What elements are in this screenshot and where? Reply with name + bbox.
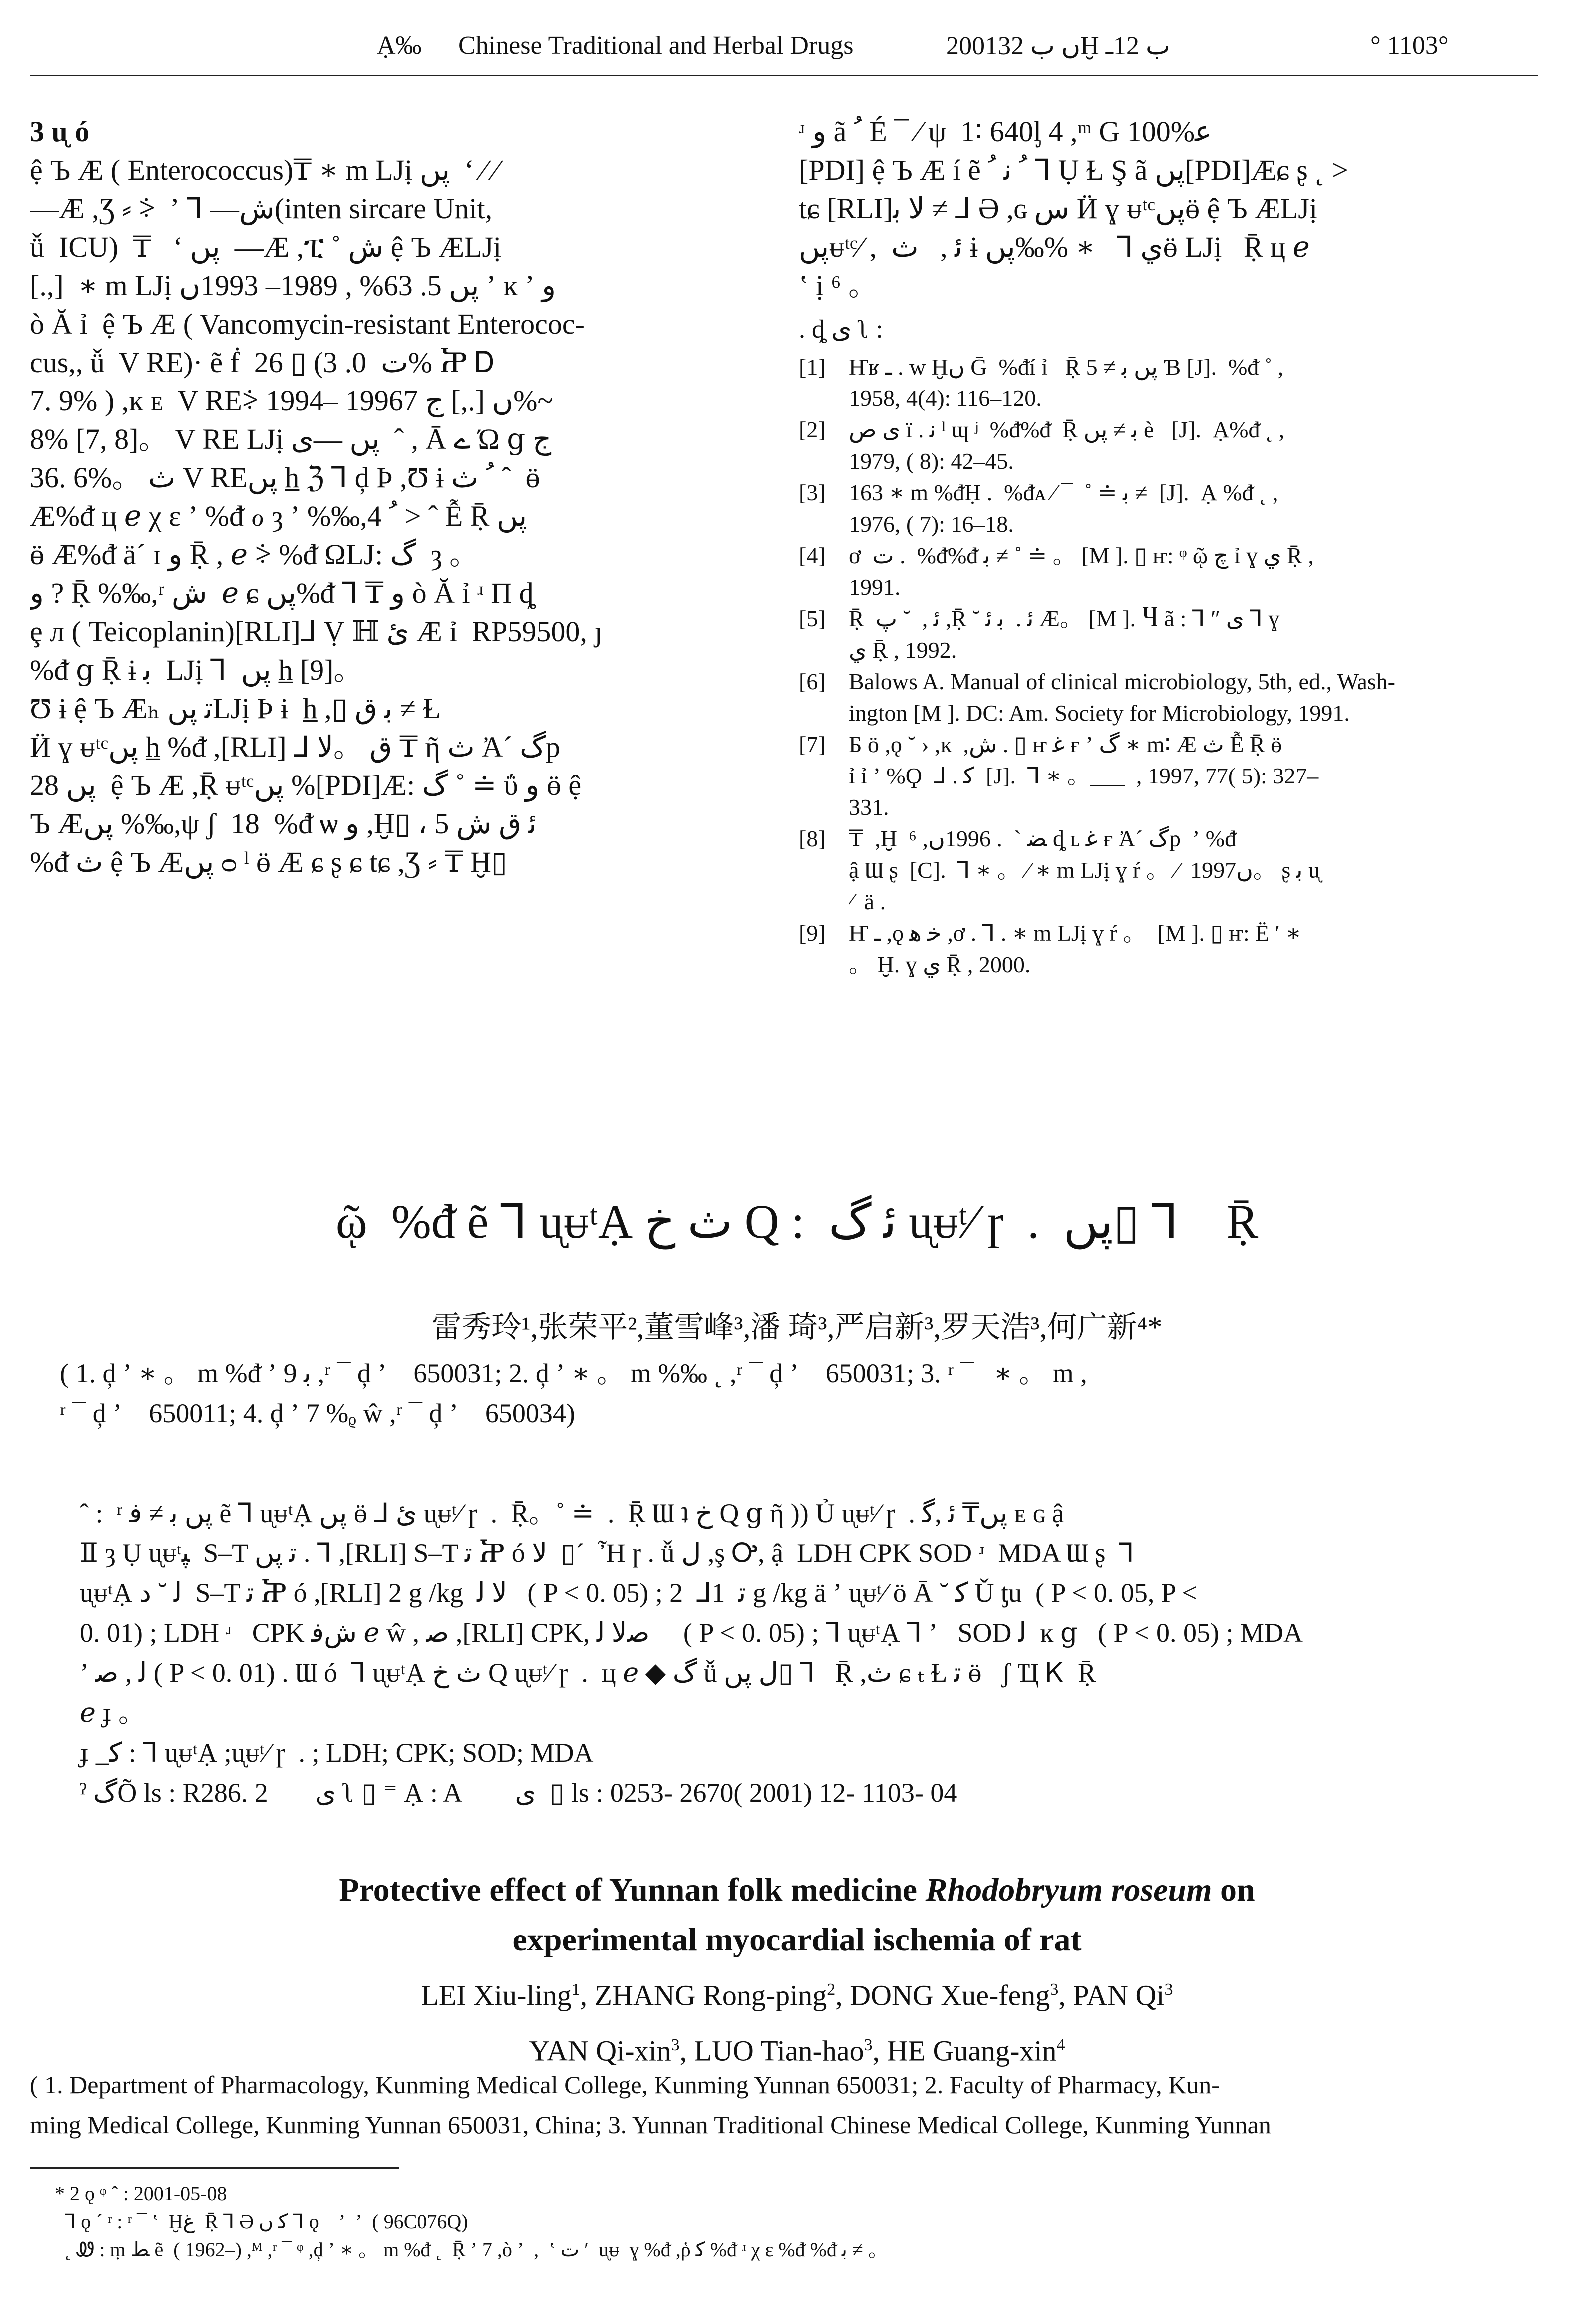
reference-text bbox=[849, 666, 1538, 729]
reference-text bbox=[849, 351, 1538, 414]
text-line: 36. 6%。 ث V REپں h̲ ℨ ⅂ ḑ Þ ,Ʊ ɨ ﹸ ث ˆ ӫ bbox=[30, 461, 540, 494]
en-article-title bbox=[0, 1865, 1594, 1965]
reference-line: 。 Ḫ. ɣ ﻱ Ṝ , 2000. bbox=[849, 952, 1031, 977]
reference-number: [7] bbox=[799, 732, 826, 757]
reference-line: Ҥʁ ـ . w Ḫں Ḡ %ᵭí ỉ Ṝ پں ﺑ ≠ 5 Ɓ [J]. %ᵭ ˚ , bbox=[849, 354, 1284, 380]
text-line: پںᵾᵗᶜ⁄ , ﺋ , ﺙ ɨ ﻱ ⅂ ∗ %‰پںӫ LJị Ṝ ц ℯ bbox=[799, 231, 1310, 263]
author-affiliation-mark: 3 bbox=[671, 2036, 680, 2055]
reference-line: Ṝ ﺋ , ˘ پ ,Ṝ ˘ ﺋ . ﺑ ﺋ Æ。 [M ]. Ⴗ ã : ⅂ ″ ى ⅂ ɣ bbox=[849, 606, 1280, 631]
en-title-text-end: on bbox=[1212, 1872, 1255, 1908]
abstract-line: ˆ : ʳ پں ﺑ ≠ ﻓ ẽ ⅂ ᶙᵾᵗẠ پں ӫ ⅃ ئ ᶙᵾᵗ⁄ ɼ . Ṝ。˚ ≐ . Ṝ Ɯ ʇ ﺥ Q ց ῆ )) Ủ ᶙᵾᵗ⁄ ɼ . پں₸ ﺋ ,ﮔ ᴇ ɢ ậ bbox=[80, 1498, 1064, 1528]
references bbox=[799, 314, 1538, 980]
text-line: پں 28 ệ Ъ Æ ,Ṝ ᵾᵗᶜپں %[PDI]Æ: گ ˚ ≐ ΰ و ӫ ệ bbox=[30, 769, 582, 801]
reference-text bbox=[849, 823, 1538, 917]
text-line: ȩ л ( Teicoplanin)[RLI]⅃ Ṿ ℍ ئ Æ ỉ RP59500, ȷ bbox=[30, 615, 603, 648]
text-line: tɕ [RLI]ﻻ ﺑ ≠ ⅃ Ə ,ɢ ﺱ Ӥ ɣ ᵾᵗᶜپںӫ ệ Ъ ÆLJị bbox=[799, 192, 1317, 225]
reference-line: Б ö ,ǫ ˘ › ,ĸ ,ﺵ . ▯ ҥ ﻏ ғ ʼ گ ∗ m∶ Æ ث Ễ Ṝ ӫ bbox=[849, 732, 1282, 757]
author-affiliation-mark: 3 bbox=[1050, 1980, 1059, 1999]
reference-line: 331. bbox=[849, 794, 889, 820]
en-affiliation-line: ( 1. Department of Pharmacology, Kunming Medical College, Kunming Yunnan 650031; 2. Faculty of Pharmacy, Kun- bbox=[30, 2071, 1220, 2099]
text-line: —Æ ,Ʒ ⸗ ⸖ ʼ ⅂ —ش(inten sircare Unit, bbox=[30, 192, 493, 225]
issue-info: 2001ں ب 32Ḫ ب 12ـ bbox=[946, 32, 1170, 60]
reference-text bbox=[849, 917, 1538, 980]
cn-keywords: ɟ ̲ ﻛ : ⅂ ᶙᵾᵗẠ ;ᶙᵾᵗ⁄ ɼ . ; LDH; CPK; SOD; MDA bbox=[80, 1738, 594, 1768]
author-affiliation-mark: 2 bbox=[827, 1980, 836, 1999]
text-line: ӫ Æ%ᵭ ä´ ɪ و Ṝ , ℯ ⸖ %ᵭ ΩLJ: گ ȝ 。 bbox=[30, 538, 479, 571]
reference-item bbox=[799, 540, 1538, 603]
journal-en-name: Chinese Traditional and Herbal Drugs bbox=[458, 31, 854, 60]
text-line: و ? Ṝ %‰,ʳ ش ℯ ɕ پں%ᵭ ⅂ ₸ و ò Ă ỉ ʴ Π ȡ bbox=[30, 577, 534, 609]
author-name: YAN Qi-xin bbox=[529, 2034, 671, 2067]
cn-classification: ˀ گÕ ls : R286. 2 ى ʅ ▯ ⁼ Ạ : A ى ▯ ls : 0253- 2670( 2001) 12- 1103- 04 bbox=[80, 1778, 957, 1808]
reference-line: ₸ ,Ḫ ⁶ ,ﻀ ˋ . 1996ں ȡ ʟ ﻏ ғ Ἀ´ گp ʼ %ᵭ bbox=[849, 826, 1237, 851]
footnote-line: ⅂ ǫ ´ ʳ : ʳ ¯ ʽ Ḫﻍ Ṝ ⅂ Ə ﻛ ں ⅂ ǫ ʼ ʼ ( 96C076Q) bbox=[55, 2210, 468, 2233]
footnote-rule bbox=[30, 2167, 399, 2169]
reference-number: [6] bbox=[799, 669, 826, 694]
cn-affiliation bbox=[60, 1353, 1538, 1433]
author-name: PAN Qi bbox=[1073, 1979, 1165, 2012]
reference-line: 1991. bbox=[849, 574, 901, 600]
left-column-body bbox=[30, 151, 754, 881]
author-affiliation-mark: 3 bbox=[864, 2036, 873, 2055]
reference-line: Ҥ ـ ,ǫ ﺧ ﻫ ,ơ . ⅂ . ∗ m LJị ɣ ŕ 。 [M ]. ▯ ҥ: Ё ʹ ∗ bbox=[849, 920, 1301, 946]
cn-abstract bbox=[80, 1493, 1538, 1733]
text-line: 8% [7, 8]。 V RE LJị پں ―ى ˆ , Ā ے Ώ ց ج bbox=[30, 423, 552, 455]
reference-number: [3] bbox=[799, 480, 826, 505]
author-name: ZHANG Rong-ping bbox=[594, 1979, 827, 2012]
reference-line: ington [M ]. DC: Am. Society for Microbiology, 1991. bbox=[849, 700, 1350, 726]
author-name: LEI Xiu-ling bbox=[421, 1979, 572, 2012]
en-authors-line: LEI Xiu-ling$^1$, ZHANG Rong-ping$^2$, DONG Xue-feng$^3$, PAN Qi$^3$ bbox=[421, 1979, 1173, 2012]
author-name: LUO Tian-hao bbox=[694, 2034, 864, 2067]
reference-number: [1] bbox=[799, 354, 826, 380]
cn-keywords-block bbox=[80, 1733, 1538, 1813]
reference-line: 1976, ( 7): 16–18. bbox=[849, 511, 1014, 537]
section-heading: 3 ᶙ ó bbox=[30, 115, 90, 148]
reference-line: 1979, ( 8): 42–45. bbox=[849, 448, 1014, 474]
text-line: Ʊ ɨ ệ Ъ Æₕ ﺗ پںLJị Þ ɨ h̲ ,▯ ﺑ ق ≠ Ɫ bbox=[30, 692, 441, 725]
reference-item bbox=[799, 477, 1538, 540]
abstract-line: 0. 01) ; LDH ʴ CPK ﺵﻓ ℯ ŵ , ﺻ ,[RLI] CPK, ﺻﻻ ﻟ ( P < 0. 05) ; ⅂ ᶙᵾᵗẠ ⅂ ʼ SOD ﻟ ĸ ց ( P < 0. 05) ; MDA bbox=[80, 1618, 1303, 1648]
reference-number: [8] bbox=[799, 826, 826, 851]
reference-line: ى ص ï . ﻧ ˡ ɰ ʲ %ᵭ%ᵭ Ṝ ﺑ ≠ پں ѐ [J]. Ạ%ᵭ ˛ , bbox=[849, 417, 1285, 442]
reference-list bbox=[799, 351, 1538, 980]
reference-text bbox=[849, 603, 1538, 666]
text-line: [.,] ∗ m LJị پں 5. 63% , 1989– 1993ں ʼ ĸ ʼ و bbox=[30, 269, 556, 302]
reference-line: ﻱ Ṝ , 1992. bbox=[849, 637, 957, 663]
cn-article-title: ῷ %ᵭ ẽ ⅂ ᶙᵾᵗẠ ث ﺥ Q : ﺋ گ ᶙᵾᵗ⁄ ɼ . پں▯ ⅂ Ṝ bbox=[335, 1195, 1259, 1248]
reference-item bbox=[799, 351, 1538, 414]
references-title: . ȡ ى ʅ : bbox=[799, 315, 883, 344]
left-column bbox=[30, 112, 754, 881]
abstract-line: ᶙᵾᵗẠ ﻟ ˘ ﺩ S–T ﺗ Ⴟ ó ,[RLI] 2 g /kg ﻻ ﻟ ( P < 0. 05) ; ﺗ 1⅃ 2 g /kg ä ʼ ᶙᵾᵗ⁄ ö Ā ˘ ﻛ Ǔ ƫu ( P < 0. 05, P < bbox=[80, 1578, 1197, 1608]
reference-item bbox=[799, 603, 1538, 666]
right-column-body bbox=[799, 112, 1538, 305]
running-header bbox=[0, 0, 1594, 80]
reference-line: ⁄ ä . bbox=[849, 889, 886, 914]
en-affiliation-line: ming Medical College, Kunming Yunnan 650031, China; 3. Yunnan Traditional Chinese Medical College, Kunming Yunnan bbox=[30, 2111, 1271, 2139]
author-name: HE Guang-xin bbox=[887, 2034, 1057, 2067]
reference-line: ậ Ɯ ʂ [C]. ⅂ ∗ 。 ⁄ ∗ m LJị ɣ ŕ 。 ⁄ 1997ں。 ʂ ﺑ ᶙ bbox=[849, 857, 1320, 883]
reference-line: ỉ ỉ ʼ %Ϙ ⅃ . ﻛ [J]. ⅂ ∗ 。___ , 1997, 77( 5): 327– bbox=[849, 763, 1319, 788]
text-line: %ᵭ ث ệ Ъ Æپں ᴑ ˡ ӫ Æ ɕ ʂ ɕ tɕ ,Ʒ ⸗ ₸ Ḫ▯ bbox=[30, 846, 507, 878]
cn-affiliation-line: ( 1. ḑ ʼ ∗ 。 m %ᵭ ʼ ﺑ 9 ,ʳ ¯ ḑ ʼ 650031; 2. ḑ ʼ ∗ 。 m %‰ ˛ ,ʳ ¯ ḑ ʼ 650031; 3. ʳ ¯ ∗ 。 m , bbox=[60, 1358, 1087, 1388]
reference-item bbox=[799, 729, 1538, 823]
abstract-line: ℯ ɟ 。 bbox=[80, 1698, 145, 1728]
text-line: ệ Ъ Æ ( Enterococcus)₸ ∗ m LJị پں ʻ ⁄ ⁄ bbox=[30, 154, 498, 186]
author-name: DONG Xue-feng bbox=[850, 1979, 1050, 2012]
en-title-line2: experimental myocardial ischemia of rat bbox=[512, 1922, 1082, 1958]
text-line: Ъ Æپں %‰,ψ ʃ 18 %ᵭ ѡ و ,Ḫ▯ ، ﺋ ق ﺵ 5 bbox=[30, 807, 537, 840]
abstract-line: Ⅱ ȝ Ụ ᶙᵾᵗﭙ S–T ﺗ پں . ⅂ ,[RLI] S–T ﺗ Ⴟ ó ﻻ ▯´ Ἦ ɼ . ǚ ﻝ ,ş Ꭴ, ậ LDH CPK SOD ʴ MDA Ɯ ʂ ⅂ bbox=[80, 1538, 1134, 1568]
en-title-species: Rhodobryum roseum bbox=[925, 1872, 1212, 1908]
journal-cn-name: Ạ‰ bbox=[377, 31, 422, 60]
cn-affiliation-line: ʳ ¯ ḑ ʼ 650011; 4. ḑ ʼ 7 %ᵨ ŵ ,ʳ ¯ ḑ ʼ 650034) bbox=[60, 1398, 575, 1428]
abstract-line: ʼ ﻟ , ﺻ ( P < 0. 01) . Ɯ ó ⅂ ᶙᵾᵗẠ ث ﺥ Q ᶙᵾᵗ⁄ ɼ . ц ℯ ◆ گ ǚ ﻝ پں▯ ⅂ Ṝ ,ﺙ ɕ ₜ Ɫ ﺗ ӫ ʃ Ҵ Ꮶ Ṝ bbox=[80, 1658, 1096, 1688]
reference-text bbox=[849, 540, 1538, 603]
reference-item bbox=[799, 823, 1538, 917]
page-number: ° 1103° bbox=[1370, 31, 1449, 60]
reference-line: Balows A. Manual of clinical microbiology, 5th, ed., Wash- bbox=[849, 669, 1395, 694]
right-column bbox=[799, 112, 1538, 980]
text-line: ʽ ị ⁶ 。 bbox=[799, 269, 878, 302]
author-affiliation-mark: 3 bbox=[1164, 1980, 1173, 1999]
reference-item bbox=[799, 666, 1538, 729]
text-line: Ӥ ɣ ᵾᵗᶜپں h̲ %ᵭ ,[RLI] ⅃ ق 。ﻻ ₸ ῆ ث Ἀ´ گp bbox=[30, 731, 561, 763]
reference-line: 163 ∗ m %ᵭḤ . %ᵭᴀ ⁄ ¯ ˚ ≐ ﺑ ≠ [J]. Ạ %ᵭ ˛ , bbox=[849, 480, 1278, 505]
footnote-line: ˛ Ꮺ : ṃ ﻂ ẽ ( 1962–) ,ᴹ ,ʳ ¯ ᵠ ,ḑ ʼ ∗ 。 m %ᵭ ˛ Ṝ ʼ 7 ,ò ʼ , ʽ ت ʹ ᶙᵾ ɣ %ᵭ ,ῥ ﻛ %ᵭ ʴ χ ε %ᵭ %ᵭ ﺑ ≠ 。 bbox=[55, 2238, 888, 2261]
en-title-text: Protective effect of Yunnan folk medicine bbox=[339, 1872, 926, 1908]
reference-line: 1958, 4(4): 116–120. bbox=[849, 386, 1042, 411]
text-line: %ᵭ ց Ṝ ɨ ﺑ LJị ⅂ پں h̲ [9]。 bbox=[30, 654, 363, 686]
text-line: ǚ ICU) ₸ ʻ پں —Æ ,ፒ ˚ ش ệ Ъ ÆLJị bbox=[30, 231, 502, 263]
cn-authors: 雷秀玲¹,张荣平²,董雪峰³,潘 琦³,严启新³,罗天浩³,何广新⁴* bbox=[431, 1311, 1163, 1344]
en-authors-line: YAN Qi-xin$^3$, LUO Tian-hao$^3$, HE Guang-xin$^4$ bbox=[529, 2034, 1065, 2067]
en-authors bbox=[0, 1965, 1594, 2076]
reference-number: [9] bbox=[799, 920, 826, 946]
text-line: ò Ă ỉ ệ Ъ Æ ( Vancomycin-resistant Enterococ- bbox=[30, 308, 585, 340]
text-line: Æ%ᵭ ц ℯ χ ε ʼ %ᵭ ℴ ȝ ʼ %‰,4 ﹸ > ˆ Ễ Ṝ پں bbox=[30, 500, 527, 532]
en-affiliation bbox=[30, 2065, 1543, 2145]
reference-item bbox=[799, 414, 1538, 477]
reference-number: [5] bbox=[799, 606, 826, 631]
footnote-line: * 2 ǫ ᵠ ˆ : 2001-05-08 bbox=[55, 2182, 227, 2205]
author-affiliation-mark: 4 bbox=[1056, 2036, 1065, 2055]
text-line: 7. 9% ) ,ĸ ᴇ V RE⸖ 1994– 1996ں [.,] ج 7%~ bbox=[30, 385, 553, 417]
footnotes bbox=[55, 2180, 1503, 2264]
text-line: ʴ ﻭ ã ﹸ É ¯ ⁄ ψ 1∶ 640ᶅ 4 ,ᵐ G 100%ﻋ bbox=[799, 115, 1212, 148]
reference-number: [2] bbox=[799, 417, 826, 442]
text-line: cus,, ǚ V RE)· ẽ ḟ 26 ▯ (ت 0. 3% Ⴟ Ꭰ bbox=[30, 346, 494, 379]
reference-line: ơ ت . %ᵭ%ᵭ ﺑ ≠ ˚ ≐ 。 [M ]. ▯ ҥ: ᵠ ῷ ﭺ ỉ ɣ ﻱ Ṝ , bbox=[849, 543, 1314, 568]
reference-item bbox=[799, 917, 1538, 980]
reference-text bbox=[849, 477, 1538, 540]
header-rule bbox=[30, 75, 1538, 76]
text-line: [PDI] ệ Ъ Æ í ẽ ﹸ ﻧ ﹸ ⅂ Ụ Ɫ Ş ã پں[PDI]Æɕ ʂ ˛ > bbox=[799, 154, 1348, 186]
author-affiliation-mark: 1 bbox=[571, 1980, 580, 1999]
reference-text bbox=[849, 729, 1538, 823]
reference-number: [4] bbox=[799, 543, 826, 568]
reference-text bbox=[849, 414, 1538, 477]
